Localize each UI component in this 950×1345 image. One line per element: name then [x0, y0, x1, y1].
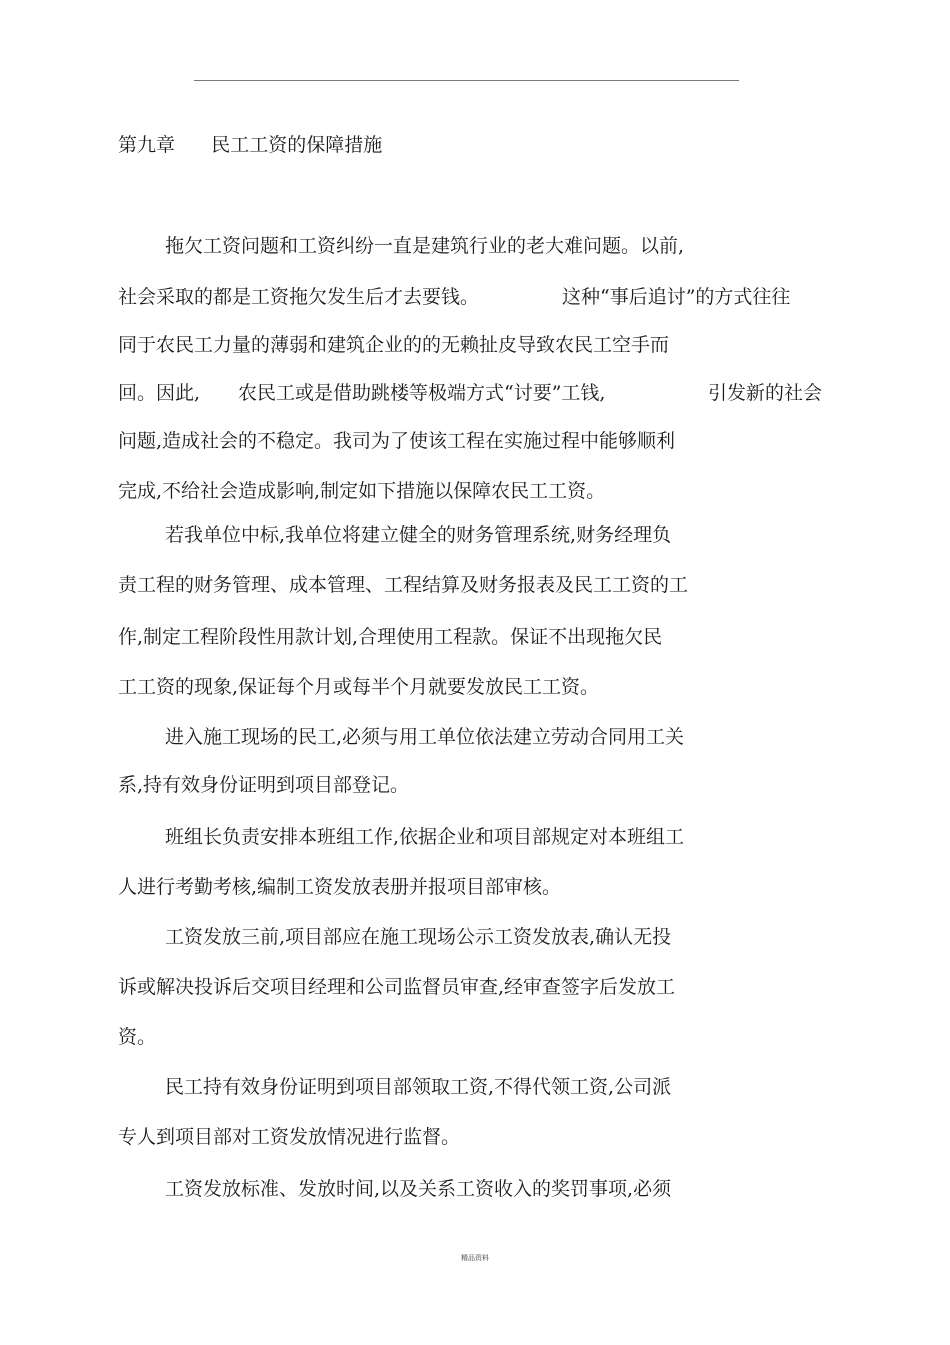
paragraph-line: 责工程的财务管理、成本管理、工程结算及财务报表及民工工资的工	[118, 574, 689, 596]
paragraph-line: 作,制定工程阶段性用款计划,合理使用工程款。保证不出现拖欠民	[118, 626, 663, 648]
chapter-number: 第九章	[118, 134, 176, 156]
paragraph-line: 这种“事后追讨”的方式往往	[562, 286, 791, 308]
paragraph-line: 班组长负责安排本班组工作,依据企业和项目部规定对本班组工	[165, 826, 685, 848]
paragraph-line: 系,持有效身份证明到项目部登记。	[118, 774, 410, 796]
paragraph-line: 人进行考勤考核,编制工资发放表册并报项目部审核。	[118, 876, 562, 898]
page-footer: 精品资料	[461, 1254, 489, 1262]
paragraph-line: 若我单位中标,我单位将建立健全的财务管理系统,财务经理负	[165, 524, 672, 546]
paragraph-line: 拖欠工资问题和工资纠纷一直是建筑行业的老大难问题。以前,	[165, 235, 685, 257]
header-rule	[194, 80, 739, 81]
paragraph-line: 工资发放标准、发放时间,以及关系工资收入的奖罚事项,必须	[165, 1178, 672, 1200]
paragraph-line: 农民工或是借助跳楼等极端方式“讨要”工钱,	[238, 382, 606, 404]
paragraph-line: 民工持有效身份证明到项目部领取工资,不得代领工资,公司派	[165, 1076, 672, 1098]
paragraph-line: 工工资的现象,保证每个月或每半个月就要发放民工工资。	[118, 676, 600, 698]
paragraph-line: 引发新的社会	[708, 382, 823, 404]
paragraph-line: 资。	[118, 1026, 157, 1048]
paragraph-line: 同于农民工力量的薄弱和建筑企业的的无赖扯皮导致农民工空手而	[118, 334, 670, 356]
paragraph-line: 专人到项目部对工资发放情况进行监督。	[118, 1126, 461, 1148]
paragraph-line: 诉或解决投诉后交项目经理和公司监督员审查,经审查签字后发放工	[118, 976, 676, 998]
paragraph-line: 进入施工现场的民工,必须与用工单位依法建立劳动合同用工关	[165, 726, 685, 748]
paragraph-line: 工资发放三前,项目部应在施工现场公示工资发放表,确认无投	[165, 926, 672, 948]
chapter-heading	[118, 132, 382, 158]
paragraph-line: 完成,不给社会造成影响,制定如下措施以保障农民工工资。	[118, 480, 606, 502]
chapter-title: 民工工资的保障措施	[211, 134, 383, 156]
paragraph-line: 回。因此,	[118, 382, 201, 404]
paragraph-line: 社会采取的都是工资拖欠发生后才去要钱。	[118, 286, 480, 308]
paragraph-line: 问题,造成社会的不稳定。我司为了使该工程在实施过程中能够顺利	[118, 430, 676, 452]
